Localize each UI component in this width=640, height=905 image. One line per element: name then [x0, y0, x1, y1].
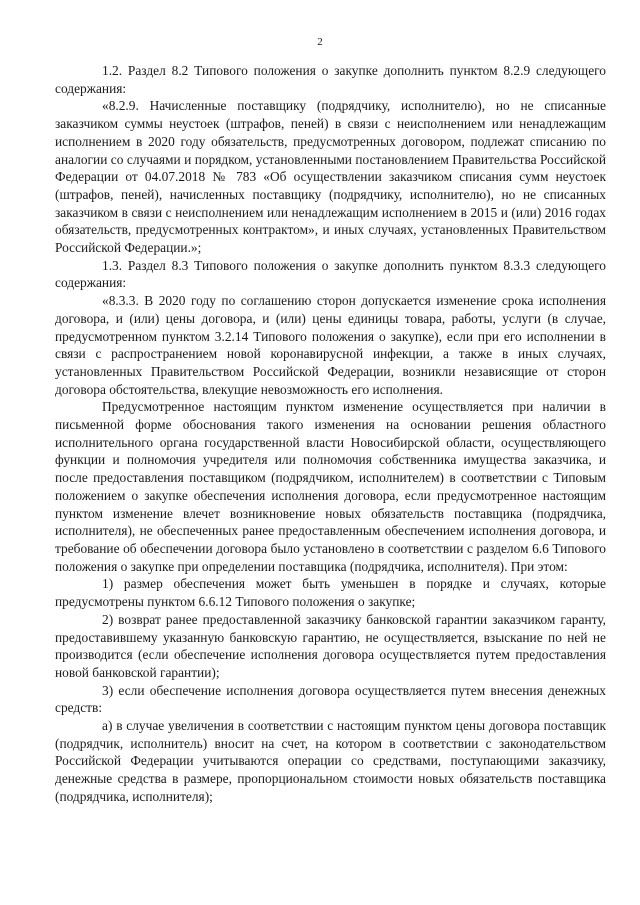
paragraph-1-2: 1.2. Раздел 8.2 Типового положения о закупке дополнить пунктом 8.2.9 следующего содержания:: [55, 63, 606, 96]
list-item-3a: а) в случае увеличения в соответствии с настоящим пунктом цены договора поставщик (подрядчик, исполнитель) вносит на счет, на котором в соответствии с законодательством Российской Федерации учитываются операции со средствами, поступающими заказчику, денежные средства в размере, пропорциональном стоимости новых обязательств поставщика (подрядчика, исполнителя);: [55, 718, 606, 804]
list-item-1: 1) размер обеспечения может быть уменьшен в порядке и случаях, которые предусмотрены пунктом 6.6.12 Типового положения о закупке;: [55, 576, 606, 610]
document-body: [55, 62, 606, 806]
list-item-3: 3) если обеспечение исполнения договора осуществляется путем внесения денежных средств:: [55, 682, 606, 716]
paragraph-8-3-3: «8.3.3. В 2020 году по соглашению сторон допускается изменение срока исполнения договора, и (или) цены договора, и (или) цены единицы товара, работы, услуги (в случае, предусмотренном пунктом 3.2.14 Типового положения о закупке), если при его исполнении в связи с распространением новой коронавирусной инфекции, а также в иных случаях, установленных Правительством Российской Федерации, возникли независящие от сторон договора обстоятельства, влекущие невозможность его исполнения.: [55, 293, 606, 397]
paragraph-1-3: 1.3. Раздел 8.3 Типового положения о закупке дополнить пунктом 8.3.3 следующего содержания:: [55, 257, 606, 291]
list-item-2: 2) возврат ранее предоставленной заказчику банковской гарантии заказчиком гаранту, предоставившему указанную банковскую гарантию, не осуществляется, взыскание по ней не производится (если обеспечение исполнения договора осуществляется путем предоставления новой банковской гарантии);: [55, 611, 606, 680]
paragraph-change-conditions: Предусмотренное настоящим пунктом изменение осуществляется при наличии в письменной форме обоснования такого изменения на основании решения областного исполнительного органа государственной власти Новосибирской области, осуществляющего функции и полномочия учредителя или полномочия собственника имущества заказчика, и после предоставления поставщиком (подрядчиком, исполнителем) в соответствии с Типовым положением о закупке обеспечения исполнения договора, если предусмотренное настоящим пунктом изменение влечет возникновение новых обязательств поставщика (подрядчика, исполнителя), не обеспеченных ранее предоставленным обеспечением исполнения договора, и требование об обеспечении договора было установлено в соответствии с разделом 6.6 Типового положения о закупке при определении поставщика (подрядчика, исполнителя). При этом:: [55, 399, 606, 574]
paragraph-8-2-9: «8.2.9. Начисленные поставщику (подрядчику, исполнителю), но не списанные заказчиком суммы неустоек (штрафов, пеней) в связи с неисполнением или ненадлежащим исполнением в 2020 году обязательств, предусмотренных договором, подлежат списанию по аналогии со случаями и порядком, установленными постановлением Правительства Российской Федерации от 04.07.2018 № 783 «Об осуществлении заказчиком списания сумм неустоек (штрафов, пеней), начисленных поставщику (подрядчику, исполнителю), но не списанных заказчиком в связи с неисполнением или ненадлежащим исполнением в 2015 и (или) 2016 годах обязательств, предусмотренных контрактом», и иных случаях, установленных Правительством Российской Федерации.»;: [55, 98, 606, 256]
page-number: 2: [317, 36, 323, 48]
